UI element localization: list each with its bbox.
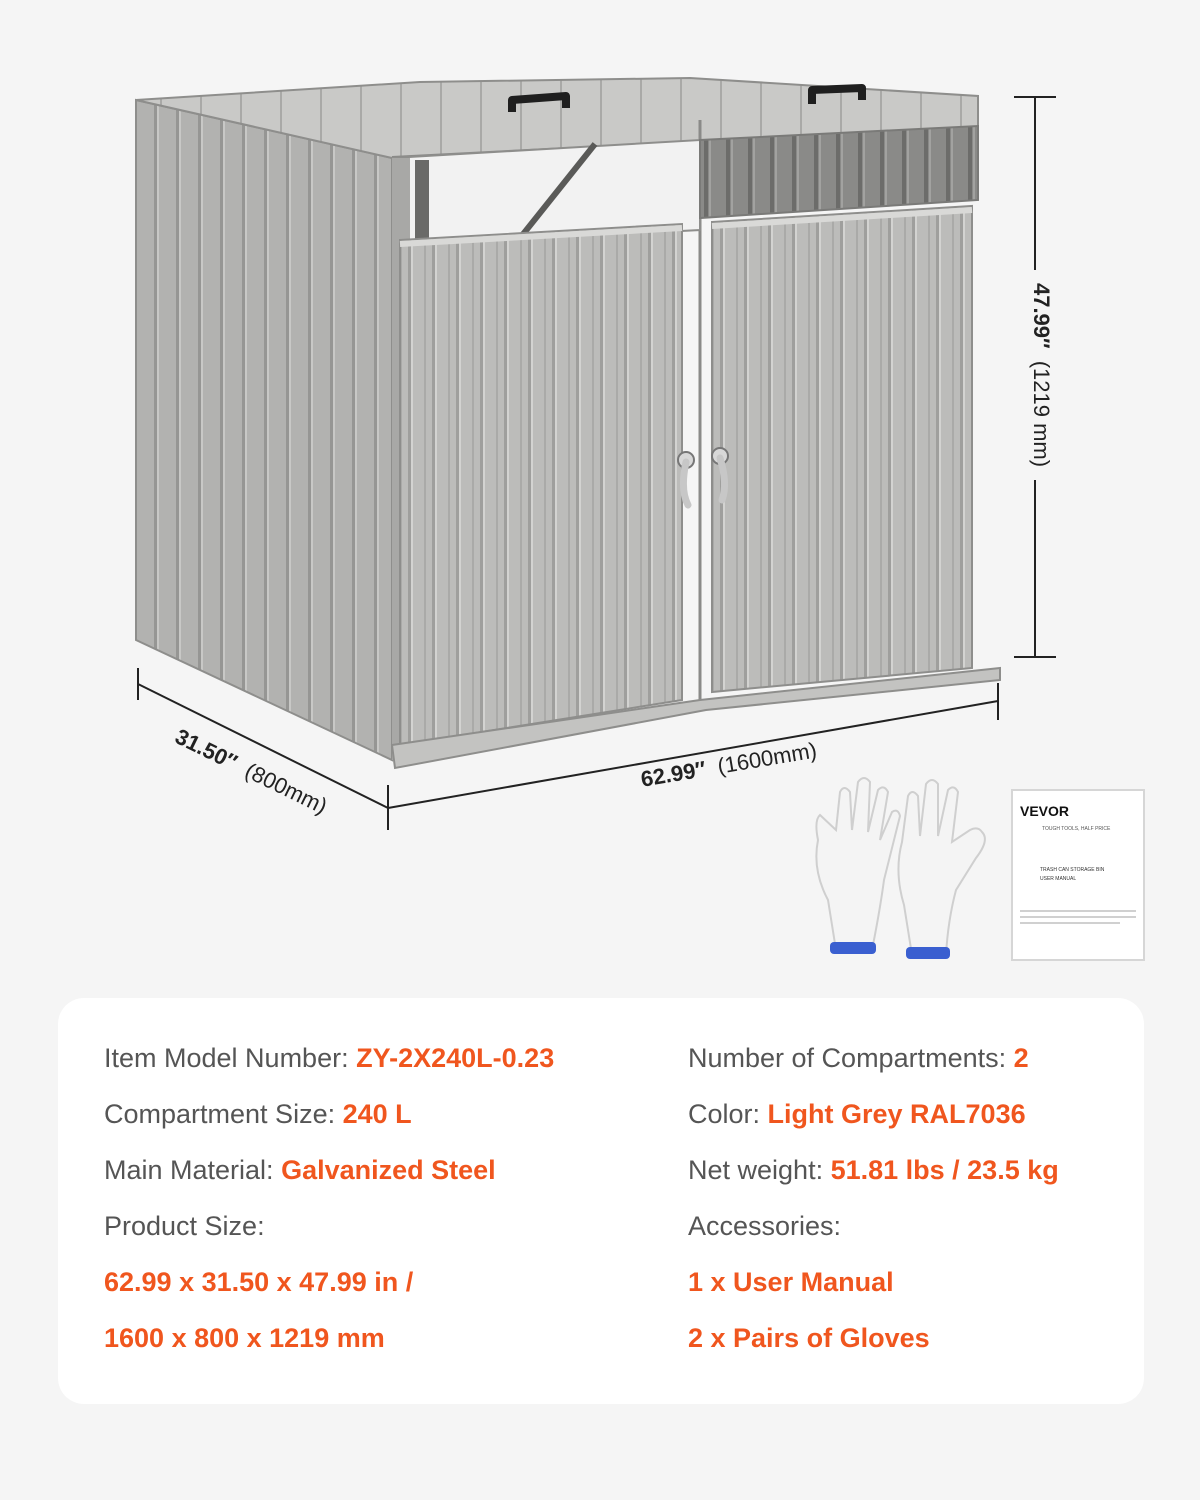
trash-shed-drawing bbox=[136, 78, 1000, 768]
spec-compartments-value: 2 bbox=[1013, 1043, 1029, 1073]
spec-accessory-1: 1 x User Manual bbox=[688, 1267, 894, 1297]
width-dimension-metric: (1600mm) bbox=[715, 737, 819, 779]
depth-dimension-metric: (800mm) bbox=[241, 757, 332, 819]
depth-dimension-bold: 31.50″ bbox=[171, 723, 242, 775]
height-dimension-metric: (1219 mm) bbox=[1029, 360, 1055, 468]
spec-compartment-size-row bbox=[104, 1092, 644, 1148]
height-dimension bbox=[1014, 97, 1056, 657]
spec-weight-label: Net weight: bbox=[688, 1155, 831, 1185]
spec-accessories-label: Accessories: bbox=[688, 1211, 842, 1241]
shed-right-door bbox=[712, 206, 972, 692]
spec-product-size-label: Product Size: bbox=[104, 1211, 265, 1241]
spec-weight-row bbox=[688, 1148, 1128, 1204]
spec-column-right bbox=[688, 1036, 1128, 1372]
user-manual bbox=[1012, 790, 1144, 960]
svg-text:31.50″ (800mm) bbox=[171, 724, 331, 819]
spec-product-size-line-1: 62.99 x 31.50 x 47.99 in / bbox=[104, 1267, 414, 1297]
spec-compartments-row bbox=[688, 1036, 1128, 1092]
spec-color-label: Color: bbox=[688, 1099, 768, 1129]
spec-card bbox=[58, 998, 1144, 1404]
spec-material-row bbox=[104, 1148, 644, 1204]
spec-accessory-2: 2 x Pairs of Gloves bbox=[688, 1323, 930, 1353]
spec-model-label: Item Model Number: bbox=[104, 1043, 357, 1073]
shed-left-door bbox=[400, 224, 682, 745]
spec-material-label: Main Material: bbox=[104, 1155, 282, 1185]
manual-title: TRASH CAN STORAGE BIN bbox=[1040, 867, 1105, 873]
spec-product-size-line-2: 1600 x 800 x 1219 mm bbox=[104, 1323, 385, 1353]
spec-color-row bbox=[688, 1092, 1128, 1148]
spec-material-value: Galvanized Steel bbox=[281, 1155, 496, 1185]
spec-compartments-label: Number of Compartments: bbox=[688, 1043, 1014, 1073]
spec-column-left bbox=[104, 1036, 644, 1372]
spec-color-value: Light Grey RAL7036 bbox=[767, 1099, 1026, 1129]
svg-text:62.99″ (1600mm) bbox=[639, 737, 819, 791]
manual-subtitle: USER MANUAL bbox=[1040, 876, 1077, 882]
shed-side-panel bbox=[136, 100, 392, 760]
spec-compartment-size-value: 240 L bbox=[342, 1099, 412, 1129]
gloves-icon bbox=[816, 778, 985, 959]
width-dimension-bold: 62.99″ bbox=[638, 756, 708, 792]
spec-compartment-size-label: Compartment Size: bbox=[104, 1099, 343, 1129]
shed-inner-back-wall bbox=[700, 126, 978, 218]
svg-text:47.99″ (1219 mm) bbox=[1029, 283, 1054, 467]
manual-tagline: TOUGH TOOLS, HALF PRICE bbox=[1042, 826, 1111, 832]
spec-weight-value: 51.81 lbs / 23.5 kg bbox=[830, 1155, 1059, 1185]
height-dimension-bold: 47.99″ bbox=[1029, 282, 1055, 349]
spec-model-row bbox=[104, 1036, 644, 1092]
spec-model-value: ZY-2X240L-0.23 bbox=[356, 1043, 555, 1073]
manual-brand: VEVOR bbox=[1020, 803, 1070, 819]
